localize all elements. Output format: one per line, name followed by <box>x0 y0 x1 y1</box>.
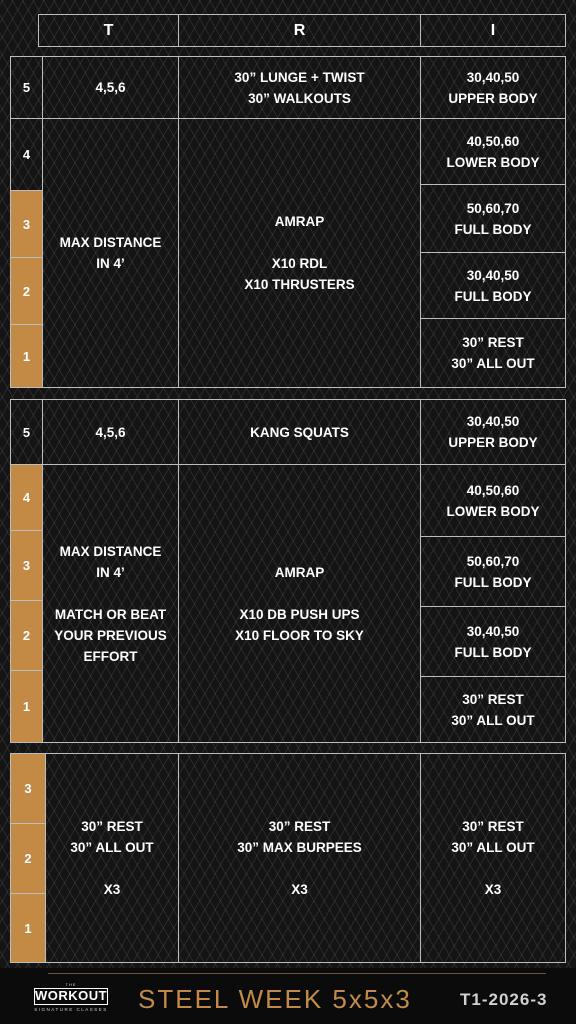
block3-round-1 <box>10 893 46 963</box>
r-text: X10 THRUSTERS <box>244 277 355 292</box>
block1-i-row3 <box>420 184 566 253</box>
header-i-label: I <box>490 22 496 39</box>
t-text: IN 4’ <box>96 256 125 271</box>
round-number: 5 <box>22 424 31 440</box>
r-text: 30” REST <box>268 819 331 834</box>
round-number: 1 <box>22 348 31 364</box>
block1-i-row1 <box>420 318 566 388</box>
block1-round-4 <box>10 118 43 191</box>
r-text: X10 RDL <box>271 256 328 271</box>
round-number: 5 <box>22 80 31 95</box>
i-text: 30” REST <box>462 335 524 350</box>
round-number: 4 <box>22 490 31 505</box>
header-r <box>178 14 421 47</box>
t-text: MATCH OR BEAT <box>54 606 167 622</box>
t-text: MAX DISTANCE <box>59 235 162 250</box>
r-text: X10 FLOOR TO SKY <box>235 627 364 643</box>
header-r-label: R <box>293 22 306 39</box>
header-t <box>38 14 179 47</box>
block2-t-main <box>42 464 179 743</box>
i-text: 40,50,60 <box>466 482 520 498</box>
t-text: MAX DISTANCE <box>59 543 162 559</box>
i-text: UPPER BODY <box>448 90 538 106</box>
block1-r-row5 <box>178 56 421 119</box>
block2-i-row5 <box>420 399 566 465</box>
round-number: 2 <box>22 628 31 643</box>
i-text: X3 <box>484 882 502 897</box>
block1-t-row5 <box>42 56 179 119</box>
round-number: 3 <box>24 781 32 796</box>
i-text: 30” ALL OUT <box>451 840 535 855</box>
t-text: IN 4’ <box>96 564 125 580</box>
i-text: 30,40,50 <box>466 69 520 85</box>
i-text: 30,40,50 <box>466 623 520 639</box>
t-text: X3 <box>103 882 121 897</box>
i-text: 50,60,70 <box>466 553 520 569</box>
block3-i <box>420 753 566 963</box>
block2-round-3 <box>10 530 43 601</box>
t-text: YOUR PREVIOUS <box>54 627 167 643</box>
round-number: 2 <box>24 851 32 866</box>
block2-round-1 <box>10 670 43 743</box>
workout-logo <box>26 982 116 1014</box>
t-text: 4,5,6 <box>95 80 126 95</box>
block2-r-row5 <box>178 399 421 465</box>
i-text: 50,60,70 <box>466 200 520 216</box>
i-text: 30,40,50 <box>466 414 520 429</box>
t-text: 30” ALL OUT <box>70 840 154 855</box>
i-text: 30” REST <box>462 691 524 707</box>
block3-t <box>45 753 179 963</box>
i-text: FULL BODY <box>454 644 532 660</box>
block1-i-row2 <box>420 252 566 319</box>
block3-round-3 <box>10 753 46 824</box>
block2-round-2 <box>10 600 43 671</box>
r-text: 30” WALKOUTS <box>248 90 351 106</box>
i-text: UPPER BODY <box>448 435 538 450</box>
header-t-label: T <box>103 22 114 39</box>
t-text: 30” REST <box>81 819 143 834</box>
block2-round-5 <box>10 399 43 465</box>
i-text: 30” REST <box>462 819 524 834</box>
r-text: 30” MAX BURPEES <box>237 840 362 855</box>
i-text: 30” ALL OUT <box>451 712 535 728</box>
block2-round-4 <box>10 464 43 531</box>
i-text: LOWER BODY <box>446 503 540 519</box>
logo-top-text: THE <box>65 982 77 987</box>
round-number: 3 <box>22 558 31 573</box>
block1-round-1 <box>10 324 43 388</box>
r-text: 30” LUNGE + TWIST <box>234 69 365 85</box>
program-title: STEEL WEEK 5x5x3 <box>138 984 412 1014</box>
block2-r-main <box>178 464 421 743</box>
program-code: T1-2026-3 <box>460 990 548 1009</box>
header-i <box>420 14 566 47</box>
round-number: 1 <box>22 699 31 714</box>
block3-r <box>178 753 421 963</box>
t-text: EFFORT <box>83 648 138 664</box>
r-text: KANG SQUATS <box>250 424 349 440</box>
block2-i-row2 <box>420 606 566 677</box>
i-text: FULL BODY <box>454 288 532 304</box>
round-number: 4 <box>22 147 31 162</box>
block1-r-main <box>178 118 421 388</box>
i-text: FULL BODY <box>454 574 532 590</box>
logo-sub-text: SIGNATURE CLASSES <box>34 1007 108 1012</box>
i-text: 30,40,50 <box>466 267 520 283</box>
round-number: 3 <box>22 216 31 232</box>
i-text: LOWER BODY <box>446 154 540 170</box>
block1-t-main <box>42 118 179 388</box>
block1-i-row5 <box>420 56 566 119</box>
logo-main-text: WORKOUT <box>35 988 108 1003</box>
round-number: 2 <box>22 283 31 299</box>
block2-i-row4 <box>420 464 566 537</box>
block1-round-5 <box>10 56 43 119</box>
block1-i-row4 <box>420 118 566 185</box>
r-text: AMRAP <box>274 214 325 229</box>
block1-round-2 <box>10 257 43 325</box>
i-text: 40,50,60 <box>466 133 520 149</box>
block3-round-2 <box>10 823 46 894</box>
r-text: X10 DB PUSH UPS <box>239 606 360 622</box>
block2-i-row3 <box>420 536 566 607</box>
i-text: 30” ALL OUT <box>451 356 535 371</box>
r-text: AMRAP <box>274 564 325 580</box>
block2-t-row5 <box>42 399 179 465</box>
round-number: 1 <box>24 920 32 936</box>
block1-round-3 <box>10 190 43 258</box>
footer-divider <box>48 973 546 974</box>
r-text: X3 <box>291 882 308 897</box>
t-text: 4,5,6 <box>95 424 126 440</box>
i-text: FULL BODY <box>454 221 532 237</box>
block2-i-row1 <box>420 676 566 743</box>
